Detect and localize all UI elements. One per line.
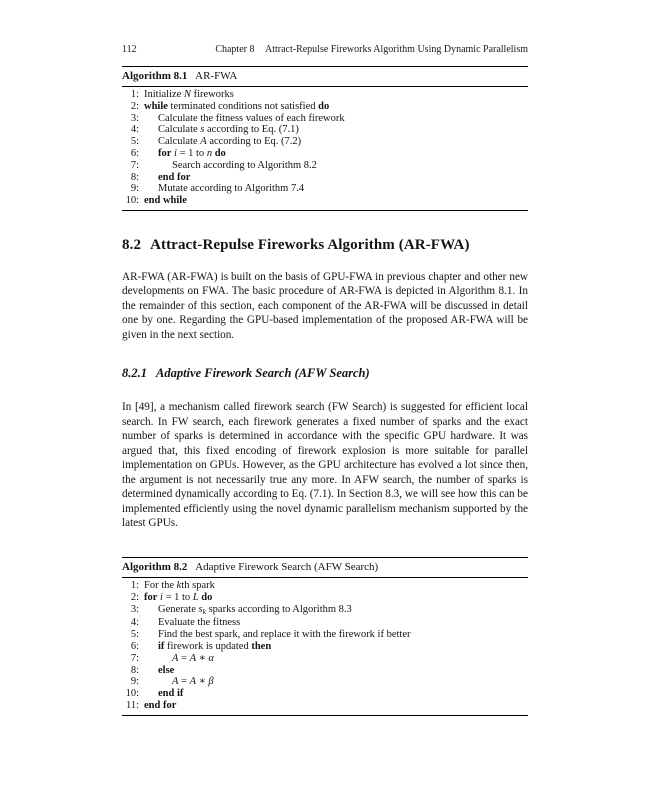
- line-segment: Search according to Algorithm 8.2: [172, 159, 317, 171]
- algorithm-line: [122, 700, 528, 712]
- line-segment: Calculate: [158, 136, 201, 148]
- line-segment: end if: [158, 688, 184, 700]
- algorithm-line: [122, 580, 528, 592]
- line-number: 1:: [130, 89, 139, 100]
- line-segment: For the: [144, 579, 177, 591]
- line-text: [144, 641, 271, 653]
- line-segment: do: [318, 100, 330, 112]
- line-segment: Evaluate the fitness: [158, 617, 241, 629]
- algorithm-line: [122, 160, 528, 172]
- line-text: [144, 148, 226, 160]
- line-segment: s: [198, 603, 203, 615]
- line-segment: sparks according to Algorithm 8.3: [205, 603, 352, 615]
- line-text: [144, 617, 240, 629]
- line-text: [144, 195, 187, 207]
- line-text: [144, 113, 345, 125]
- section-number: 8.2: [122, 236, 142, 253]
- line-segment: i: [160, 591, 163, 603]
- chapter-label: Chapter 8: [215, 44, 255, 55]
- line-number: 6:: [130, 641, 139, 653]
- line-segment: k: [202, 606, 206, 616]
- algorithm-8-2-float: [122, 557, 528, 716]
- algorithm-line: [122, 641, 528, 653]
- section-title: Attract-Repulse Fireworks Algorithm (AR-FWA): [150, 236, 470, 253]
- line-number: 10:: [125, 195, 139, 207]
- line-segment: L: [192, 591, 199, 603]
- algorithm-line: [122, 604, 528, 618]
- algorithm-line: [122, 688, 528, 700]
- line-segment: s: [200, 124, 205, 136]
- line-number: 9:: [130, 676, 139, 688]
- line-segment: α: [208, 652, 214, 664]
- algorithm-line: [122, 629, 528, 641]
- line-segment: for: [158, 147, 172, 159]
- line-segment: do: [201, 591, 213, 603]
- algorithm-8-2-caption: [122, 558, 528, 578]
- paragraph-intro: AR-FWA (AR-FWA) is built on the basis of GPU-FWA in previous chapter and other new developments on FWA. The basic procedure of AR-FWA is depicted in Algorithm 8.1. In the remainder of this section, each component of the AR-FWA will be discussed in detail one by one. Regarding the GPU-based implementation of the proposed AR-FWA will be given in the next section.: [122, 270, 528, 341]
- line-text: [144, 89, 234, 101]
- line-segment: β: [208, 676, 214, 688]
- line-number: 2:: [130, 100, 139, 112]
- line-number: 11:: [125, 700, 139, 712]
- algorithm-line: [122, 136, 528, 148]
- line-number: 7:: [130, 159, 139, 171]
- algorithm-line: [122, 195, 528, 207]
- line-segment: n: [206, 147, 213, 159]
- line-segment: = 1 to: [162, 591, 193, 603]
- algorithm-line: [122, 89, 528, 101]
- line-text: [144, 183, 304, 195]
- algorithm-title: AR-FWA: [195, 70, 238, 82]
- line-number: 4:: [130, 617, 139, 629]
- line-number: 4:: [130, 124, 139, 136]
- algorithm-8-2-body: [122, 578, 528, 716]
- line-segment: firework is updated: [164, 641, 252, 653]
- line-segment: ∗: [196, 652, 209, 664]
- section-heading: [122, 237, 528, 254]
- line-segment: else: [158, 664, 175, 676]
- algorithm-line: [122, 124, 528, 136]
- line-text: [144, 629, 411, 641]
- subsection-heading: [122, 366, 528, 381]
- line-segment: Calculate the fitness values of each firework: [158, 112, 345, 124]
- algorithm-line: [122, 653, 528, 665]
- line-number: 3:: [130, 603, 139, 615]
- line-segment: A: [172, 676, 179, 688]
- line-segment: according to Eq. (7.1): [204, 124, 299, 136]
- line-segment: Generate: [158, 603, 199, 615]
- algorithm-8-1-float: [122, 66, 528, 211]
- line-segment: k: [176, 579, 182, 591]
- line-segment: while: [144, 100, 168, 112]
- line-segment: A: [189, 676, 197, 688]
- line-segment: Find the best spark, and replace it with the firework if better: [158, 629, 411, 641]
- line-segment: fireworks: [190, 89, 234, 100]
- algorithm-line: [122, 101, 528, 113]
- line-text: [144, 700, 176, 712]
- line-number: 5:: [130, 629, 139, 641]
- algorithm-label: Algorithm 8.1: [122, 70, 188, 82]
- line-segment: terminated conditions not satisfied: [167, 100, 319, 112]
- line-text: [144, 592, 212, 604]
- line-text: [144, 676, 214, 688]
- line-segment: =: [178, 652, 190, 664]
- line-text: [144, 604, 352, 618]
- line-segment: according to Eq. (7.2): [206, 136, 302, 148]
- line-segment: =: [178, 676, 190, 688]
- subsection-title: Adaptive Firework Search (AFW Search): [156, 366, 370, 381]
- line-text: [144, 172, 190, 184]
- line-number: 9:: [130, 183, 139, 195]
- algorithm-line: [122, 676, 528, 688]
- line-segment: then: [251, 641, 272, 653]
- line-segment: for: [144, 591, 158, 603]
- line-text: [144, 136, 301, 148]
- algorithm-line: [122, 183, 528, 195]
- line-number: 10:: [125, 688, 139, 700]
- line-segment: Initialize: [144, 89, 184, 100]
- line-segment: A: [172, 652, 179, 664]
- algorithm-line: [122, 172, 528, 184]
- line-segment: N: [183, 89, 191, 100]
- chapter-title: Attract-Repulse Fireworks Algorithm Using Dynamic Parallelism: [264, 44, 528, 55]
- line-segment: end for: [144, 700, 177, 712]
- line-segment: Calculate: [158, 124, 201, 136]
- line-text: [144, 160, 317, 172]
- line-segment: end while: [144, 195, 187, 207]
- line-segment: Mutate according to Algorithm 7.4: [158, 183, 305, 195]
- line-number: 3:: [130, 112, 139, 124]
- line-segment: do: [214, 147, 226, 159]
- line-segment: end for: [158, 171, 191, 183]
- line-segment: i: [174, 147, 177, 159]
- algorithm-line: [122, 592, 528, 604]
- paragraph-afw-search: In [49], a mechanism called firework search (FW Search) is suggested for efficient local search. In FW search, each firework generates a fixed number of sparks and the exact number of sparks is determined in accordance with the specific GPU hardware. It was argued that, this fixed encoding of firework explosion is more suitable for parallel implementation on GPUs. However, as the GPU architecture has evolved a lot since then, the argument is not necessarily true any more. In AFW search, the number of sparks is determined dynamically according to Eq. (7.1). In Section 8.3, we will see how this can be implemented efficiently using the novel dynamic parallelism mechanism supported by the latest GPUs.: [122, 401, 528, 530]
- subsection-number: 8.2.1: [122, 366, 147, 381]
- line-text: [144, 653, 214, 665]
- line-number: 8:: [130, 664, 139, 676]
- line-text: [144, 124, 299, 136]
- algorithm-line: [122, 665, 528, 677]
- algorithm-8-1-body: [122, 87, 528, 211]
- line-number: 1:: [130, 579, 139, 591]
- algorithm-label: Algorithm 8.2: [122, 560, 188, 573]
- algorithm-line: [122, 148, 528, 160]
- line-number: 8:: [130, 171, 139, 183]
- line-segment: ∗: [196, 676, 209, 688]
- algorithm-line: [122, 113, 528, 125]
- line-segment: th spark: [181, 579, 215, 591]
- line-number: 6:: [130, 147, 139, 159]
- line-segment: = 1 to: [176, 147, 207, 159]
- algorithm-title: Adaptive Firework Search (AFW Search): [195, 560, 379, 573]
- line-text: [144, 665, 174, 677]
- line-text: [144, 101, 329, 113]
- page-number: 112: [122, 44, 137, 55]
- line-number: 2:: [130, 591, 139, 603]
- line-segment: if: [158, 641, 165, 653]
- running-title: [215, 44, 528, 56]
- running-head: [122, 44, 528, 56]
- line-segment: A: [200, 136, 207, 148]
- algorithm-line: [122, 617, 528, 629]
- line-text: [144, 688, 183, 700]
- line-segment: A: [189, 652, 197, 664]
- algorithm-8-1-caption: [122, 67, 528, 87]
- line-number: 5:: [130, 136, 139, 148]
- line-number: 7:: [130, 652, 139, 664]
- line-text: [144, 580, 215, 592]
